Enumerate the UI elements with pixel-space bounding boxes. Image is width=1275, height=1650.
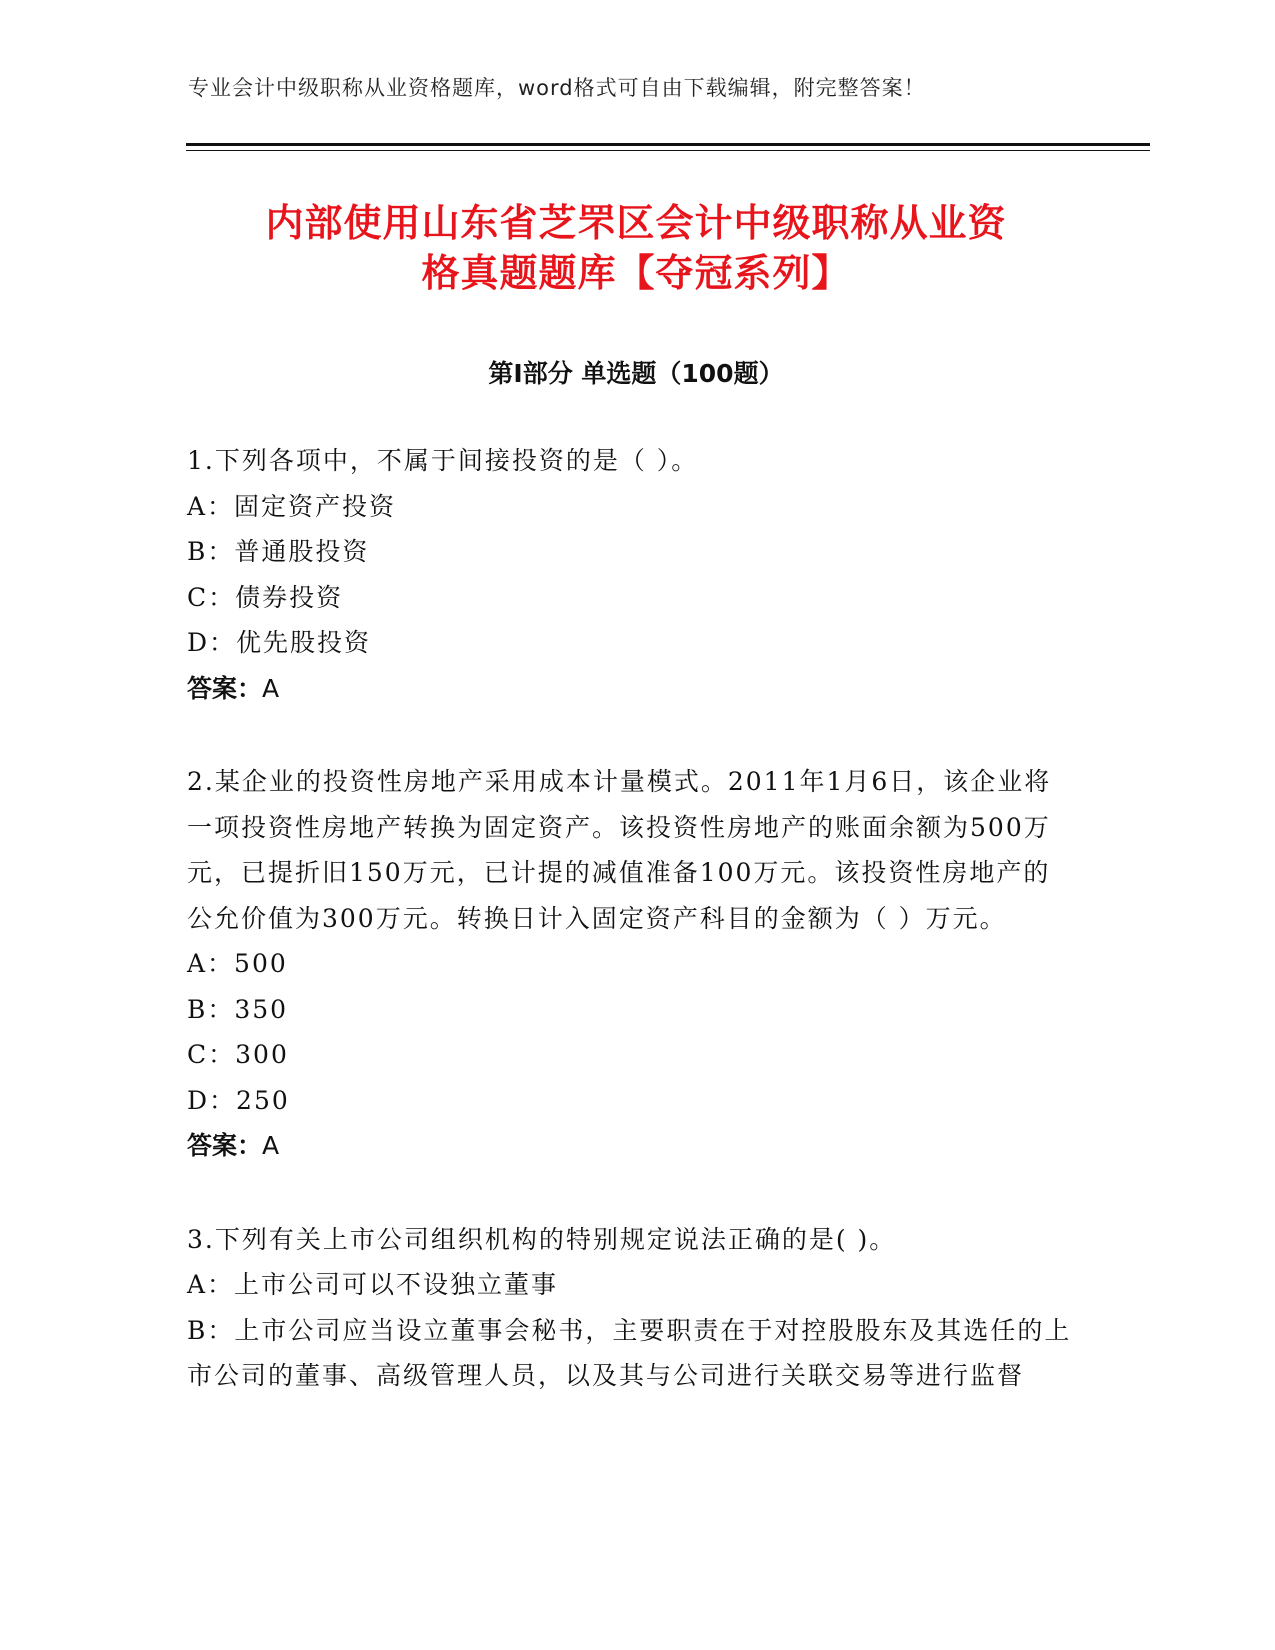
section-heading: 第Ⅰ部分 单选题（100题） — [488, 359, 784, 388]
document-title — [186, 198, 1086, 298]
answer-label: 答案： — [187, 1131, 263, 1160]
question-option: B：350 — [187, 994, 289, 1024]
header-note: 专业会计中级职称从业资格题库，word格式可自由下载编辑，附完整答案！ — [188, 76, 926, 100]
question-option: B：普通股投资 — [187, 537, 370, 566]
question-option: D：250 — [187, 1085, 290, 1115]
question-option: A：500 — [187, 949, 288, 978]
question-option: B：上市公司应当设立董事会秘书，主要职责在于对控股股东及其选任的上市公司的董事、高级管理人员，以及其与公司进行关联交易等进行监督 — [187, 1315, 1072, 1390]
header-divider-thick — [186, 143, 1150, 146]
answer-value: A — [262, 673, 280, 703]
answer-label: 答案： — [187, 673, 263, 703]
answer-value: A — [262, 1131, 280, 1160]
document-title-line-1: 内部使用山东省芝罘区会计中级职称从业资 — [265, 201, 1007, 245]
question-item — [187, 759, 1077, 1169]
question-option: C：300 — [187, 1040, 289, 1069]
question-answer — [187, 666, 1077, 712]
question-option: A：上市公司可以不设独立董事 — [187, 1270, 559, 1299]
question-item — [187, 1217, 1077, 1399]
question-option: A：固定资产投资 — [187, 491, 397, 521]
question-stem: 1.下列各项中，不属于间接投资的是（ ）。 — [187, 446, 699, 475]
question-option: D：优先股投资 — [187, 628, 372, 657]
header-divider-thin — [186, 150, 1150, 151]
question-stem: 2.某企业的投资性房地产采用成本计量模式。2011年1月6日，该企业将一项投资性房地产转换为固定资产。该投资性房地产的账面余额为500万元，已提折旧150万元，已计提的减值准备100万元。该投资性房地产的公允价值为300万元。转换日计入固定资产科目的金额为（ ）万元。 — [187, 767, 1052, 933]
question-item — [187, 438, 1077, 711]
question-answer — [187, 1123, 1077, 1169]
question-stem: 3.下列有关上市公司组织机构的特别规定说法正确的是( )。 — [187, 1224, 897, 1254]
question-list — [187, 438, 1077, 1399]
document-title-line-2: 格真题题库【夺冠系列】 — [421, 251, 851, 295]
question-option: C：债券投资 — [187, 582, 344, 612]
